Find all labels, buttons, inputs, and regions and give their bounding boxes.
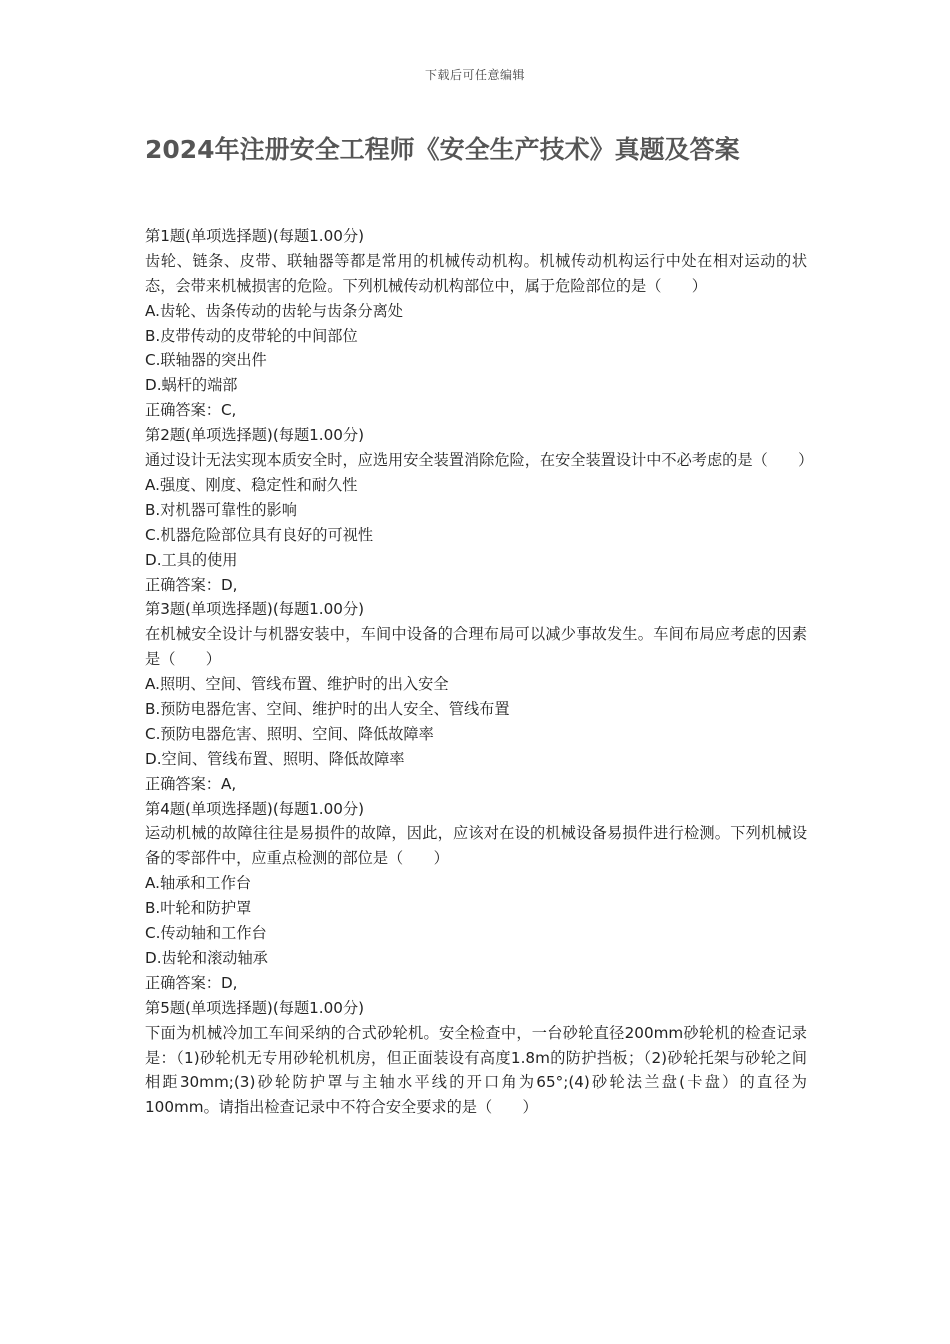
answer-line: 正确答案：A, xyxy=(145,774,237,793)
question-heading: 第2题(单项选择题)(每题1.00分) xyxy=(145,426,365,445)
option-c: C.预防电器危害、照明、空间、降低故障率 xyxy=(145,724,434,743)
question-stem: 运动机械的故障往往是易损件的故障，因此，应该对在设的机械设备易损件进行检测。下列机械设备的零部件中，应重点检测的部位是（ ） xyxy=(145,824,807,868)
question-2 xyxy=(145,423,814,597)
option-d: D.空间、管线布置、照明、降低故障率 xyxy=(145,749,405,768)
option-a: A.照明、空间、管线布置、维护时的出入安全 xyxy=(145,675,449,694)
question-heading: 第4题(单项选择题)(每题1.00分) xyxy=(145,799,365,818)
answer-line: 正确答案：C, xyxy=(145,401,237,420)
question-1 xyxy=(145,224,807,423)
question-stem: 通过设计无法实现本质安全时，应选用安全装置消除危险，在安全装置设计中不必考虑的是（ ） xyxy=(145,451,814,470)
option-c: C.机器危险部位具有良好的可视性 xyxy=(145,525,374,544)
option-b: B.对机器可靠性的影响 xyxy=(145,500,297,519)
question-heading: 第3题(单项选择题)(每题1.00分) xyxy=(145,600,365,619)
question-heading: 第1题(单项选择题)(每题1.00分) xyxy=(145,227,365,245)
option-d: D.蜗杆的端部 xyxy=(145,376,238,395)
answer-line: 正确答案：D, xyxy=(145,575,238,594)
option-a: A.齿轮、齿条传动的齿轮与齿条分离处 xyxy=(145,301,403,320)
option-a: A.轴承和工作台 xyxy=(145,874,252,893)
option-d: D.工具的使用 xyxy=(145,550,238,569)
document-title: 2024年注册安全工程师《安全生产技术》真题及答案 xyxy=(145,135,740,164)
option-b: B.叶轮和防护罩 xyxy=(145,899,252,918)
option-c: C.传动轴和工作台 xyxy=(145,924,267,943)
question-heading: 第5题(单项选择题)(每题1.00分) xyxy=(145,998,365,1017)
document-body xyxy=(145,224,814,1120)
question-stem: 齿轮、链条、皮带、联轴器等都是常用的机械传动机构。机械传动机构运行中处在相对运动的状态，会带来机械损害的危险。下列机械传动机构部位中，属于危险部位的是（ ） xyxy=(145,251,807,295)
answer-line: 正确答案：D, xyxy=(145,973,238,992)
option-c: C.联轴器的突出件 xyxy=(145,351,267,370)
option-a: A.强度、刚度、稳定性和耐久性 xyxy=(145,475,358,494)
option-b: B.预防电器危害、空间、维护时的出人安全、管线布置 xyxy=(145,700,510,718)
question-5 xyxy=(145,996,807,1121)
option-b: B.皮带传动的皮带轮的中间部位 xyxy=(145,326,358,345)
question-3 xyxy=(145,597,807,796)
option-d: D.齿轮和滚动轴承 xyxy=(145,948,268,967)
question-stem: 在机械安全设计与机器安装中，车间中设备的合理布局可以减少事故发生。车间布局应考虑的因素是（ ） xyxy=(145,625,807,669)
question-stem: 下面为机械冷加工车间采纳的合式砂轮机。安全检查中，一台砂轮直径200mm砂轮机的检查记录是：（1)砂轮机无专用砂轮机机房，但正面装设有高度1.8m的防护挡板；（2)砂轮托架与砂轮之间相距30mm;(3)砂轮防护罩与主轴水平线的开口角为65°;(4)砂轮法兰盘(卡盘）的直径为100mm。请指出检查记录中不符合安全要求的是（ ） xyxy=(145,1023,807,1117)
header-note: 下载后可任意编辑 xyxy=(424,68,525,82)
question-4 xyxy=(145,797,807,996)
